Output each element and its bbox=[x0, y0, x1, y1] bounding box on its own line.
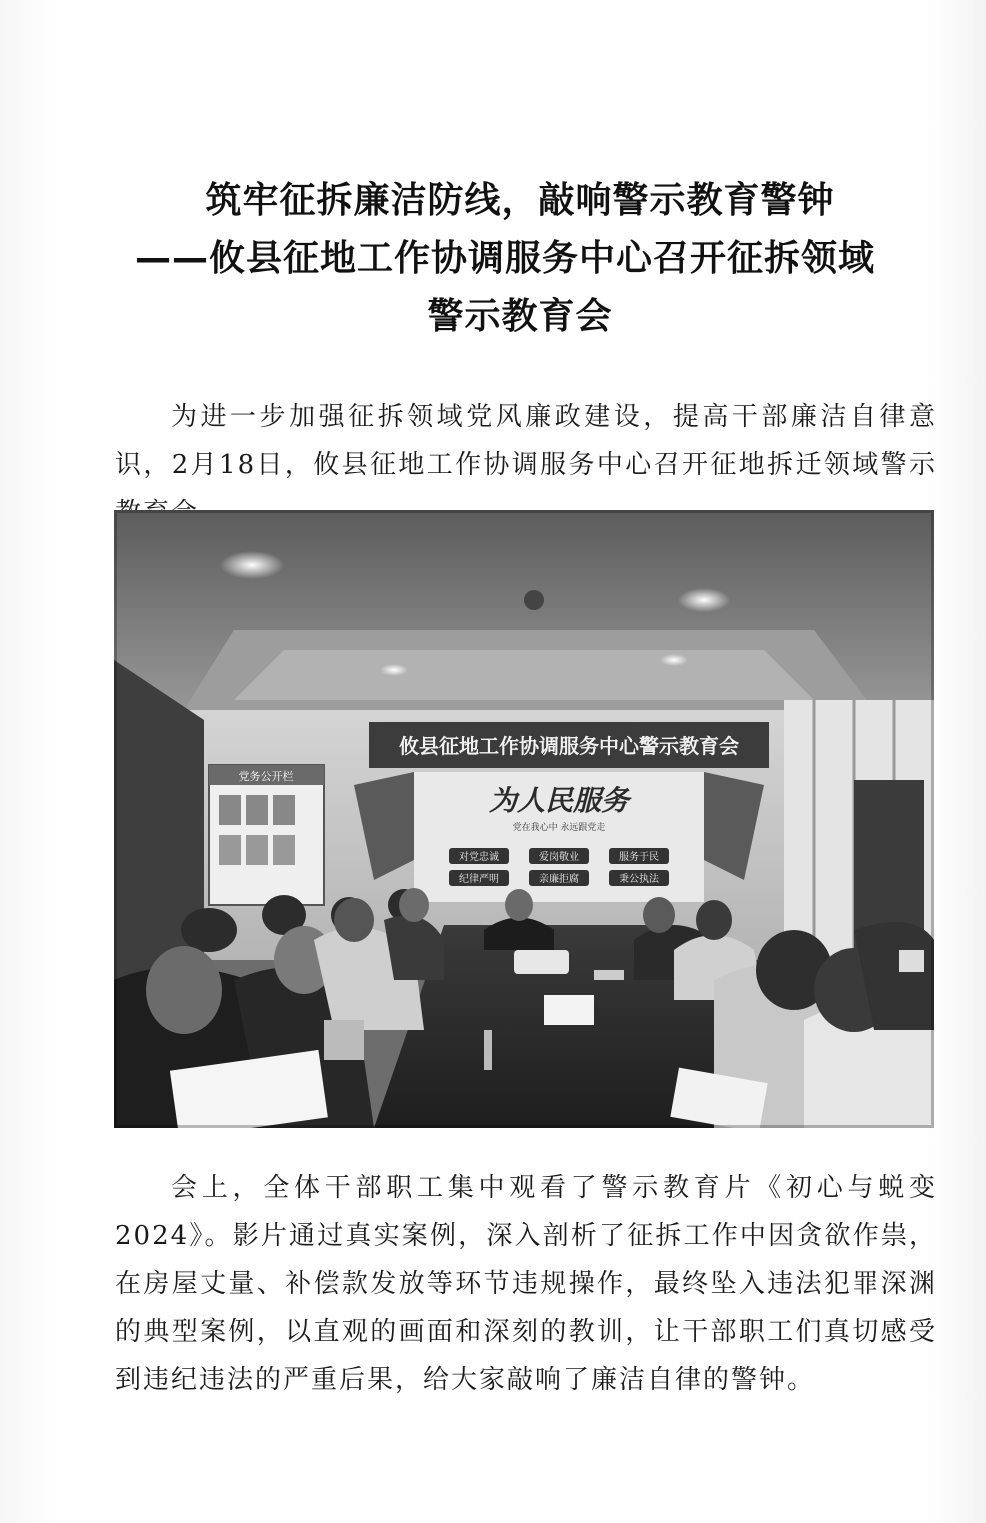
photo-slogan-3: 服务于民 bbox=[619, 852, 659, 863]
photo-calligraphy: 为人民服务 bbox=[488, 784, 630, 817]
photo-slogan-1: 对党忠诚 bbox=[459, 852, 499, 863]
meeting-photo bbox=[114, 510, 934, 1128]
title-line-1: 筑牢征拆廉洁防线，敲响警示教育警钟 bbox=[205, 180, 835, 221]
paragraph-meeting: 会上，全体干部职工集中观看了警示教育片《初心与蜕变2024》。影片通过真实案例，深入剖析了征拆工作中因贪欲作祟，在房屋丈量、补偿款发放等环节违规操作，最终坠入违法犯罪深渊的典型案例，以直观的画面和深刻的教训，让干部职工们真切感受到违纪违法的严重后果，给大家敲响了廉洁自律的警钟。 bbox=[115, 1173, 937, 1395]
photo-wall-subtitle: 党在我心中 永远跟党走 bbox=[512, 823, 606, 833]
photo-banner-text: 攸县征地工作协调服务中心警示教育会 bbox=[399, 734, 739, 758]
photo-slogan-4: 纪律严明 bbox=[459, 874, 499, 885]
photo-slogan-6: 秉公执法 bbox=[619, 874, 659, 885]
paragraph-intro: 为进一步加强征拆领域党风廉政建设，提高干部廉洁自律意识，2月18日，攸县征地工作协调服务中心召开征地拆迁领域警示 bbox=[115, 402, 937, 480]
photo-slogan-5: 亲廉拒腐 bbox=[539, 874, 579, 885]
photo-slogan-2: 爱岗敬业 bbox=[539, 852, 579, 863]
title-line-3: 警示教育会 bbox=[427, 296, 613, 337]
title-line-2: ——攸县征地工作协调服务中心召开征拆领域 bbox=[135, 238, 876, 279]
article-title bbox=[100, 172, 940, 346]
photo-board-title: 党务公开栏 bbox=[238, 770, 294, 783]
